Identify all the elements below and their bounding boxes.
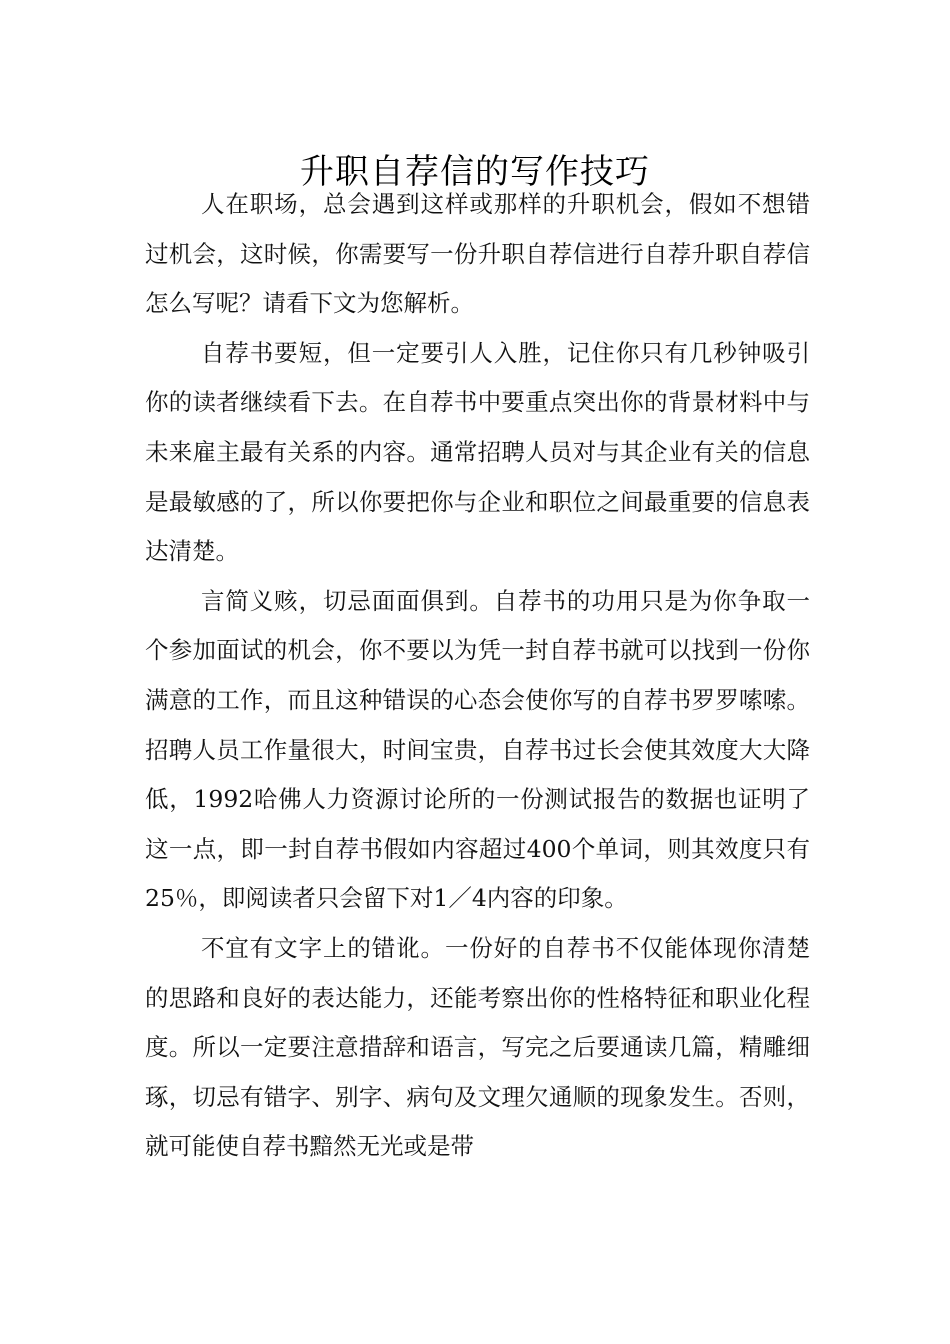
paragraph-1: 人在职场，总会遇到这样或那样的升职机会，假如不想错过机会，这时候，你需要写一份升职自荐信进行自荐升职自荐信怎么写呢？请看下文为您解析。 [145, 190, 810, 318]
document-title: 升职自荐信的写作技巧 [300, 151, 650, 192]
paragraph-3: 言简义赅，切忌面面俱到。自荐书的功用只是为你争取一个参加面试的机会，你不要以为凭一封自荐书就可以找到一份你满意的工作，而且这种错误的心态会使你写的自荐书罗罗嗦嗦。招聘人员工作量很大，时间宝贵，自荐书过长会使其效度大大降低，1992哈佛人力资源讨论所的一份测试报告的数据也证明了这一点，即一封自荐书假如内容超过400个单词，则其效度只有25％，即阅读者只会留下对1／4内容的印象。 [145, 586, 810, 913]
document-body [145, 180, 810, 1172]
paragraph-4: 不宜有文字上的错讹。一份好的自荐书不仅能体现你清楚的思路和良好的表达能力，还能考察出你的性格特征和职业化程度。所以一定要注意措辞和语言，写完之后要通读几篇，精雕细琢，切忌有错字、别字、病句及文理欠通顺的现象发生。否则，就可能使自荐书黯然无光或是带 [145, 933, 810, 1161]
paragraph-2: 自荐书要短，但一定要引人入胜，记住你只有几秒钟吸引你的读者继续看下去。在自荐书中要重点突出你的背景材料中与未来雇主最有关系的内容。通常招聘人员对与其企业有关的信息是最敏感的了，所以你要把你与企业和职位之间最重要的信息表达清楚。 [145, 338, 810, 566]
